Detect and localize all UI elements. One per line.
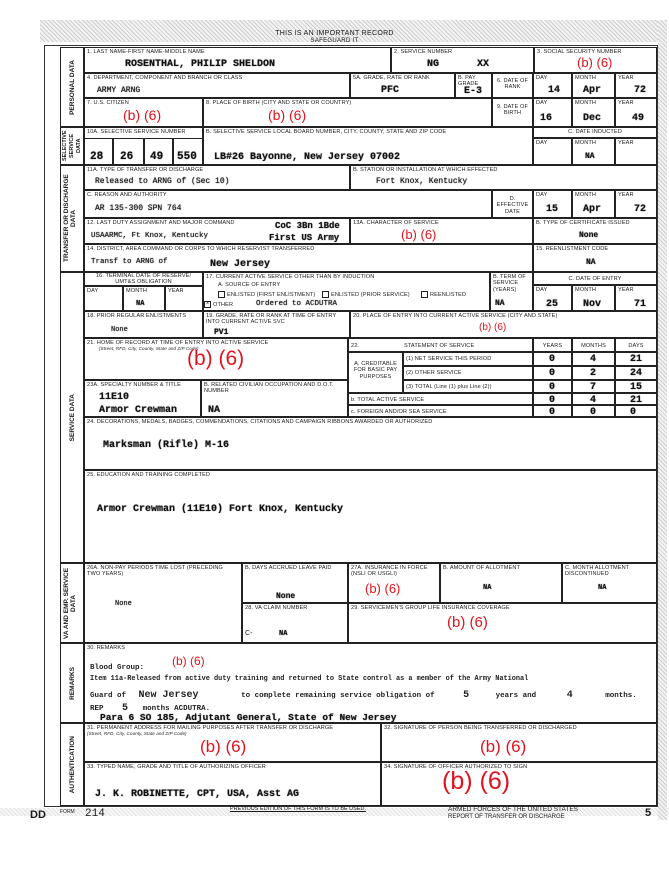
field-value: 16 [540,113,553,124]
field-value: Armor Crewman (11E10) Fort Knox, Kentucky [97,504,344,515]
field-sublabel: (Street, RFD, City, County, State and ZIP Code) [99,346,199,351]
field-label: 34. SIGNATURE OF OFFICER AUTHORIZED TO SIGN [384,764,528,770]
field-value: NA [279,630,288,638]
col-label: DAY [536,192,548,198]
section-remarks [60,643,84,723]
statement-months [572,352,615,366]
statement-years-value: 0 [549,382,556,393]
col-label: YEAR [618,140,634,146]
col-label: DAYS [628,343,644,349]
field-label: A. CREDITABLE FOR BASIC PAY PURPOSES [353,361,398,380]
field-value-command: First US Army [269,233,340,243]
remarks-line-1: Item 11a-Released from active duty training and returned to State control as a member of the Army National [90,675,529,683]
field-character-of-service [350,218,533,244]
field-permanent-address [84,723,381,762]
field-label: 11A. TYPE OF TRANSFER OR DISCHARGE [87,167,204,173]
section-label: REMARKS [68,666,76,700]
statement-months-value: 4 [590,354,597,365]
statement-months [572,366,615,380]
statement-months [572,405,615,417]
field-civilian-occupation [201,380,348,417]
statement-months [572,393,615,405]
statement-years-value: 0 [549,354,556,365]
field-home-of-record [84,338,348,380]
field-ssn [534,47,657,73]
field-label: 30. REMARKS [87,645,126,651]
checkbox[interactable] [218,291,225,298]
col-label: YEAR [618,192,634,198]
col-label: MONTH [575,192,597,198]
footer-form: FORM [60,809,75,815]
field-place-of-entry [350,311,657,338]
field-label: 6. DATE OF RANK [496,78,529,91]
date-of-rank-year [615,73,657,98]
field-prior-enlistments [84,311,203,338]
field-value: Apr [583,85,602,96]
field-value: Dec [583,113,602,124]
field-value-grade: PFC [381,85,400,96]
terminal-year [165,286,203,311]
date-of-rank-month [572,73,615,98]
col-label: YEAR [618,100,634,106]
field-label: 13A. CHARACTER OF SERVICE [353,220,439,226]
field-value: Apr [583,204,602,215]
statement-days [615,366,657,380]
field-label: 21. HOME OF RECORD AT TIME OF ENTRY INTO ACTIVE SERVICE [87,340,269,346]
field-grade [350,73,455,98]
field-label: 25. EDUCATION AND TRAINING COMPLETED [87,472,211,478]
field-value: NA [495,299,505,308]
statement-days-value: 21 [630,354,643,365]
section-personal-data [60,47,84,127]
entry-day [533,285,572,311]
field-pay-grade [455,73,492,98]
field-sgli [348,603,657,643]
field-value: 71 [634,299,647,310]
statement-days [615,393,657,405]
remarks-blood-group [90,664,144,672]
field-signature-member [381,723,657,762]
field-value: 26 [120,151,134,163]
section-label: SELECTIVE SERVICE DATA [62,130,82,162]
effective-day [533,190,572,218]
field-value: None [579,231,599,240]
field-education [84,470,657,563]
field-effective-date-label [492,190,533,218]
ss-number-part [113,138,144,165]
field-label: C. MONTH ALLOTMENT DISCONTINUED [565,565,630,578]
field-date-of-birth-label [492,98,533,127]
field-name [84,47,391,73]
field-label: 9. DATE OF BIRTH [496,104,529,117]
statement-row-text: (2) OTHER SERVICE [406,370,462,376]
header-important: THIS IS AN IMPORTANT RECORD [275,30,394,37]
field-value: J. K. ROBINETTE, CPT, USA, Asst AG [95,789,300,800]
field-authorizing-officer [84,762,381,806]
statement-row-label [403,366,533,380]
checkbox-label: ENLISTED (FIRST ENLISTMENT) [227,291,316,298]
inducted-month [572,138,615,165]
field-label: 14. DISTRICT, AREA COMMAND OR CORPS TO WHICH RESERVIST TRANSFERRED [87,246,315,252]
field-label: C. DATE INDUCTED [568,129,622,135]
field-decorations [84,417,657,470]
ss-number-part [144,138,173,165]
checkbox-label: REENLISTED [430,291,467,298]
field-label: 3. SOCIAL SECURITY NUMBER [537,49,622,55]
checkbox-label: ENLISTED (PRIOR SERVICE) [331,291,410,298]
field-label: 32. SIGNATURE OF PERSON BEING TRANSFERRED OR DISCHARGED [384,725,577,731]
col-label: YEARS [542,343,563,349]
field-signature-officer [381,762,657,806]
footer-title-2: REPORT OF TRANSFER OR DISCHARGE [448,814,565,820]
remarks-text: Guard of [90,692,127,700]
field-label: B. DAYS ACCRUED LEAVE PAID [245,565,332,571]
statement-years-value: 0 [549,407,556,418]
field-value: NA [208,405,221,416]
field-label: 7. U.S. CITIZEN [87,100,129,106]
field-specialty [84,380,201,417]
field-label: 18. PRIOR REGULAR ENLISTMENTS [87,313,187,319]
inducted-day [533,138,572,165]
section-label: PERSONAL DATA [68,59,76,115]
field-value-state: New Jersey [210,259,271,270]
col-label: DAY [536,75,548,81]
statement-days-value: 21 [630,395,643,406]
field-value: NA [586,258,596,267]
statement-months-value: 0 [590,407,597,418]
statement-row-text: b. TOTAL ACTIVE SERVICE [351,397,425,403]
col-label: MONTH [575,287,597,293]
field-date-of-rank-label [492,73,533,98]
statement-years [533,352,572,366]
statement-days [615,352,657,366]
field-label: 5A. GRADE, RATE OR RANK [353,75,430,81]
field-label: B. PAY GRADE [458,75,479,88]
section-label: AUTHENTICATION [68,735,76,794]
field-label: 4. DEPARTMENT, COMPONENT AND BRANCH OR CLASS [87,75,243,81]
section-authentication [60,723,84,806]
date-of-rank-day [533,73,572,98]
field-value: NA [585,152,595,161]
field-value-pay-grade: E-3 [464,86,483,97]
field-label: 1. LAST NAME-FIRST NAME-MIDDLE NAME [87,49,205,55]
field-value: NA [136,300,145,308]
statement-row-label [348,405,533,417]
field-value: 550 [177,151,197,163]
statement-months [572,380,615,393]
field-station [350,165,657,190]
field-allotment-amount [440,563,562,603]
col-label: YEAR [618,75,634,81]
field-label: B. SELECTIVE SERVICE LOCAL BOARD NUMBER, CITY, COUNTY, STATE AND ZIP CODE [206,129,447,135]
statement-years [533,380,572,393]
redaction-address: (b) (6) [200,737,247,756]
ss-number-part [84,138,113,165]
field-certificate-type [533,218,657,244]
remarks-line-2 [90,690,637,701]
remarks-text: months ACDUTRA. [142,705,211,713]
inducted-year [615,138,657,165]
section-label: VA AND EMP. SERVICE DATA [63,567,77,639]
field-value-service-number: XX [477,59,490,70]
field-value-department: ARMY ARNG [97,86,141,95]
field-value: None [111,326,128,334]
footer-form-number: 214 [85,808,105,820]
field-value: 25 [546,299,559,310]
statement-col-days [615,338,657,352]
field-type-of-transfer [84,165,350,190]
field-value-service-number-prefix: NG [427,59,440,70]
field-value: 14 [548,85,561,96]
field-district-transferred [84,244,533,272]
field-non-pay-periods [84,563,242,643]
field-va-claim [242,603,348,643]
field-us-citizen [84,98,203,127]
field-value-title: Armor Crewman [99,405,178,416]
field-value: 72 [634,85,647,96]
field-label: B. TYPE OF CERTIFICATE ISSUED [536,220,630,226]
entry-month [572,285,615,311]
checkbox-checked[interactable]: × [205,301,210,307]
redaction-character: (b) (6) [401,227,437,242]
redaction-home-of-record: (b) (6) [187,347,245,370]
field-value: USAARMC, Ft Knox, Kentucky [91,232,209,240]
col-label: DAY [536,287,548,293]
statement-creditable-group [348,352,403,393]
field-label: 33. TYPED NAME, GRADE AND TITLE OF AUTHORIZING OFFICER [87,764,266,770]
field-term-of-service [490,272,533,311]
field-place-of-birth [203,98,492,127]
section-transfer-discharge [60,165,84,272]
field-label: B. AMOUNT OF ALLOTMENT [443,565,521,571]
section-label: SERVICE DATA [68,393,76,442]
redaction-ssn: (b) (6) [577,55,613,70]
redaction-sgli: (b) (6) [447,614,488,631]
statement-days-value: 15 [630,382,643,393]
section-label: TRANSFER OR DISCHARGE DATA [63,174,77,263]
remarks-state: New Jersey [138,690,199,701]
field-date-inducted [533,127,657,138]
statement-row-label [348,393,533,405]
statement-days [615,380,657,393]
statement-title: STATEMENT OF SERVICE [404,343,475,349]
redaction-signature-member: (b) (6) [480,737,527,756]
redaction-insurance: (b) (6) [365,581,401,596]
remarks-rep-months: 5 [122,703,129,714]
field-prefix: C- [245,630,253,637]
field-label: 15. REENLISTMENT CODE [536,246,609,252]
statement-months-value: 2 [590,368,597,379]
statement-col-years [533,338,572,352]
field-value-name: ROSENTHAL, PHILIP SHELDON [125,59,276,70]
field-label: 29. SERVICEMEN'S GROUP LIFE INSURANCE COVERAGE [351,605,510,611]
field-value: 15 [546,204,559,215]
effective-year [615,190,657,218]
field-leave-paid [242,563,348,603]
remarks-text: REP [90,705,104,713]
field-label: 8. PLACE OF BIRTH (CITY AND STATE OR COUNTRY) [206,100,352,106]
remarks-months: 4 [566,690,573,701]
field-reason-authority [84,190,492,218]
field-label: 27A. INSURANCE IN FORCE (NSLI OR USGLI) [351,565,428,578]
field-label: 24. DECORATIONS, MEDALS, BADGES, COMMENDATIONS, CITATIONS AND CAMPAIGN RIBBONS AWARDED OR AUTHORIZED [87,419,433,425]
statement-days [615,405,657,417]
field-value: Marksman (Rifle) M-16 [103,440,230,451]
ss-number-part [173,138,203,165]
field-label: 26A. NON-PAY PERIODS TIME LOST (PRECEDING TWO YEARS) [87,565,223,578]
field-allotment-discontinued [562,563,657,603]
statement-days-value: 0 [630,407,637,418]
checkbox-enlisted-first[interactable] [218,291,315,298]
col-label: MONTH [575,100,597,106]
statement-months-value: 4 [590,395,597,406]
field-grade-at-entry [203,311,350,338]
statement-years [533,393,572,405]
field-value: None [115,600,132,608]
field-value: Fort Knox, Kentucky [376,177,468,186]
col-label: DAY [87,288,99,294]
checkbox-enlisted-prior[interactable] [322,291,410,298]
field-label: 20. PLACE OF ENTRY INTO CURRENT ACTIVE SERVICE (CITY AND STATE) [353,313,558,319]
dob-month [572,98,615,127]
field-label: B. RELATED CIVILIAN OCCUPATION AND D.O.T. NUMBER [204,382,334,395]
field-value: PV1 [214,328,229,337]
statement-row-label [403,380,533,393]
field-current-active-service [203,272,490,311]
field-value: 72 [634,204,647,215]
field-service-number [391,47,534,73]
checkbox[interactable] [421,291,428,298]
section-selective-service [60,127,84,165]
terminal-day [84,286,123,311]
redaction-place-of-birth: (b) (6) [268,107,307,123]
col-label: YEAR [168,288,184,294]
checkbox-label: OTHER [213,301,234,308]
statement-years [533,405,572,417]
field-sublabel: (Street, RFD, City, County, State and ZIP Code) [87,731,187,736]
header-safeguard: SAFEGUARD IT [310,38,359,44]
field-value: Released to ARNG of (Sec 10) [95,177,230,186]
col-label: MONTH [575,140,597,146]
col-label: MONTHS [581,343,606,349]
field-label: 22. [351,343,360,349]
field-label: 12. LAST DUTY ASSIGNMENT AND MAJOR COMMAND [87,220,235,226]
section-service-data [60,272,84,563]
col-label: DAY [536,140,548,146]
remarks-line-4: Para 6 SO 185, Adjutant General, State of New Jersey [100,712,397,723]
remarks-text: Blood Group: [90,664,145,672]
redaction-citizen: (b) (6) [123,107,162,123]
field-value: 49 [632,113,645,124]
statement-years [533,366,572,380]
field-value: Nov [583,299,602,310]
field-department [84,73,350,98]
field-value: Transf to ARNG of [91,258,168,266]
col-label: MONTH [575,75,597,81]
footer-dd: DD [30,809,46,821]
field-value: 28 [90,151,104,163]
field-label: 31. PERMANENT ADDRESS FOR MAILING PURPOSES AFTER TRANSFER OR DISCHARGE [87,725,334,731]
redaction-signature-officer: (b) (6) [442,767,511,795]
field-value-code: 11E10 [99,392,130,403]
field-value: NA [483,584,492,592]
field-value-unit: CoC 3Bn 1Bde [275,221,340,231]
checkbox-other[interactable] [204,301,233,308]
statement-header [348,338,533,352]
col-label: MONTH [126,288,148,294]
field-label: 19. GRADE, RATE OR RANK AT TIME OF ENTRY INTO CURRENT ACTIVE SVC [206,313,337,326]
footer-title-1: ARMED FORCES OF THE UNITED STATES [448,806,579,813]
dob-day [533,98,572,127]
field-terminal-date [84,272,203,286]
effective-month [572,190,615,218]
statement-years-value: 0 [549,395,556,406]
col-label: YEAR [618,287,634,293]
field-label: D. EFFECTIVE DATE [496,196,529,215]
statement-row-text: (1) NET SERVICE THIS PERIOD [406,356,492,362]
terminal-month [123,286,165,311]
remarks-years: 5 [463,690,470,701]
field-value-local-board: LB#26 Bayonne, New Jersey 07002 [214,152,401,163]
field-reenlistment-code [533,244,657,272]
field-label: 28. VA CLAIM NUMBER [245,605,308,611]
checkbox-reenlisted[interactable] [421,291,466,298]
field-insurance [348,563,440,603]
field-sublabel: A. SOURCE OF ENTRY [218,282,281,288]
redaction-place-of-entry: (b) (6) [479,322,507,333]
field-label: C. REASON AND AUTHORITY [87,192,167,198]
redaction-blood-group: (b) (6) [172,654,205,668]
field-local-board [203,127,533,165]
remarks-text: to complete remaining service obligation of [241,692,435,700]
field-label: 16. TERMINAL DATE OF RESERVE/ UMT&S OBLIGATION [95,273,192,286]
checkbox[interactable] [322,291,329,298]
entry-year [615,285,657,311]
field-label: B. TERM OF SERVICE (YEARS) [493,274,526,293]
field-label: B. STATION OR INSTALLATION AT WHICH EFFECTED [353,167,498,173]
field-value: 49 [150,151,164,163]
field-label: 23A. SPECIALTY NUMBER & TITLE [87,382,181,388]
col-label: DAY [536,100,548,106]
field-value: None [276,592,296,601]
field-label: C. DATE OF ENTRY [568,276,622,282]
field-label: 17. CURRENT ACTIVE SERVICE OTHER THAN BY INDUCTION [206,274,375,280]
statement-months-value: 7 [590,382,597,393]
footer-page-number: 5 [645,807,652,819]
footer-previous-edition: PREVIOUS EDITION OF THIS FORM IS TO BE USED. [230,806,366,812]
scan-noise-right [658,20,667,820]
field-last-duty [84,218,350,244]
field-value: NA [598,584,607,592]
statement-row-label [403,352,533,366]
remarks-text: months. [605,692,637,700]
field-label: 2. SERVICE NUMBER [394,49,453,55]
field-label: 10A. SELECTIVE SERVICE NUMBER [87,129,186,135]
field-value-other: Ordered to ACDUTRA [256,300,338,308]
dob-year [615,98,657,127]
statement-row-text: c. FOREIGN AND/OR SEA SERVICE [351,409,447,415]
statement-row-text: (3) TOTAL (Line (1) plus Line (2)) [406,384,492,390]
statement-days-value: 24 [630,368,643,379]
statement-col-months [572,338,615,352]
remarks-text: years and [495,692,537,700]
section-va-emp [60,563,84,643]
statement-years-value: 0 [549,368,556,379]
field-date-of-entry [533,272,657,285]
field-value: AR 135-300 SPN 764 [95,204,182,213]
